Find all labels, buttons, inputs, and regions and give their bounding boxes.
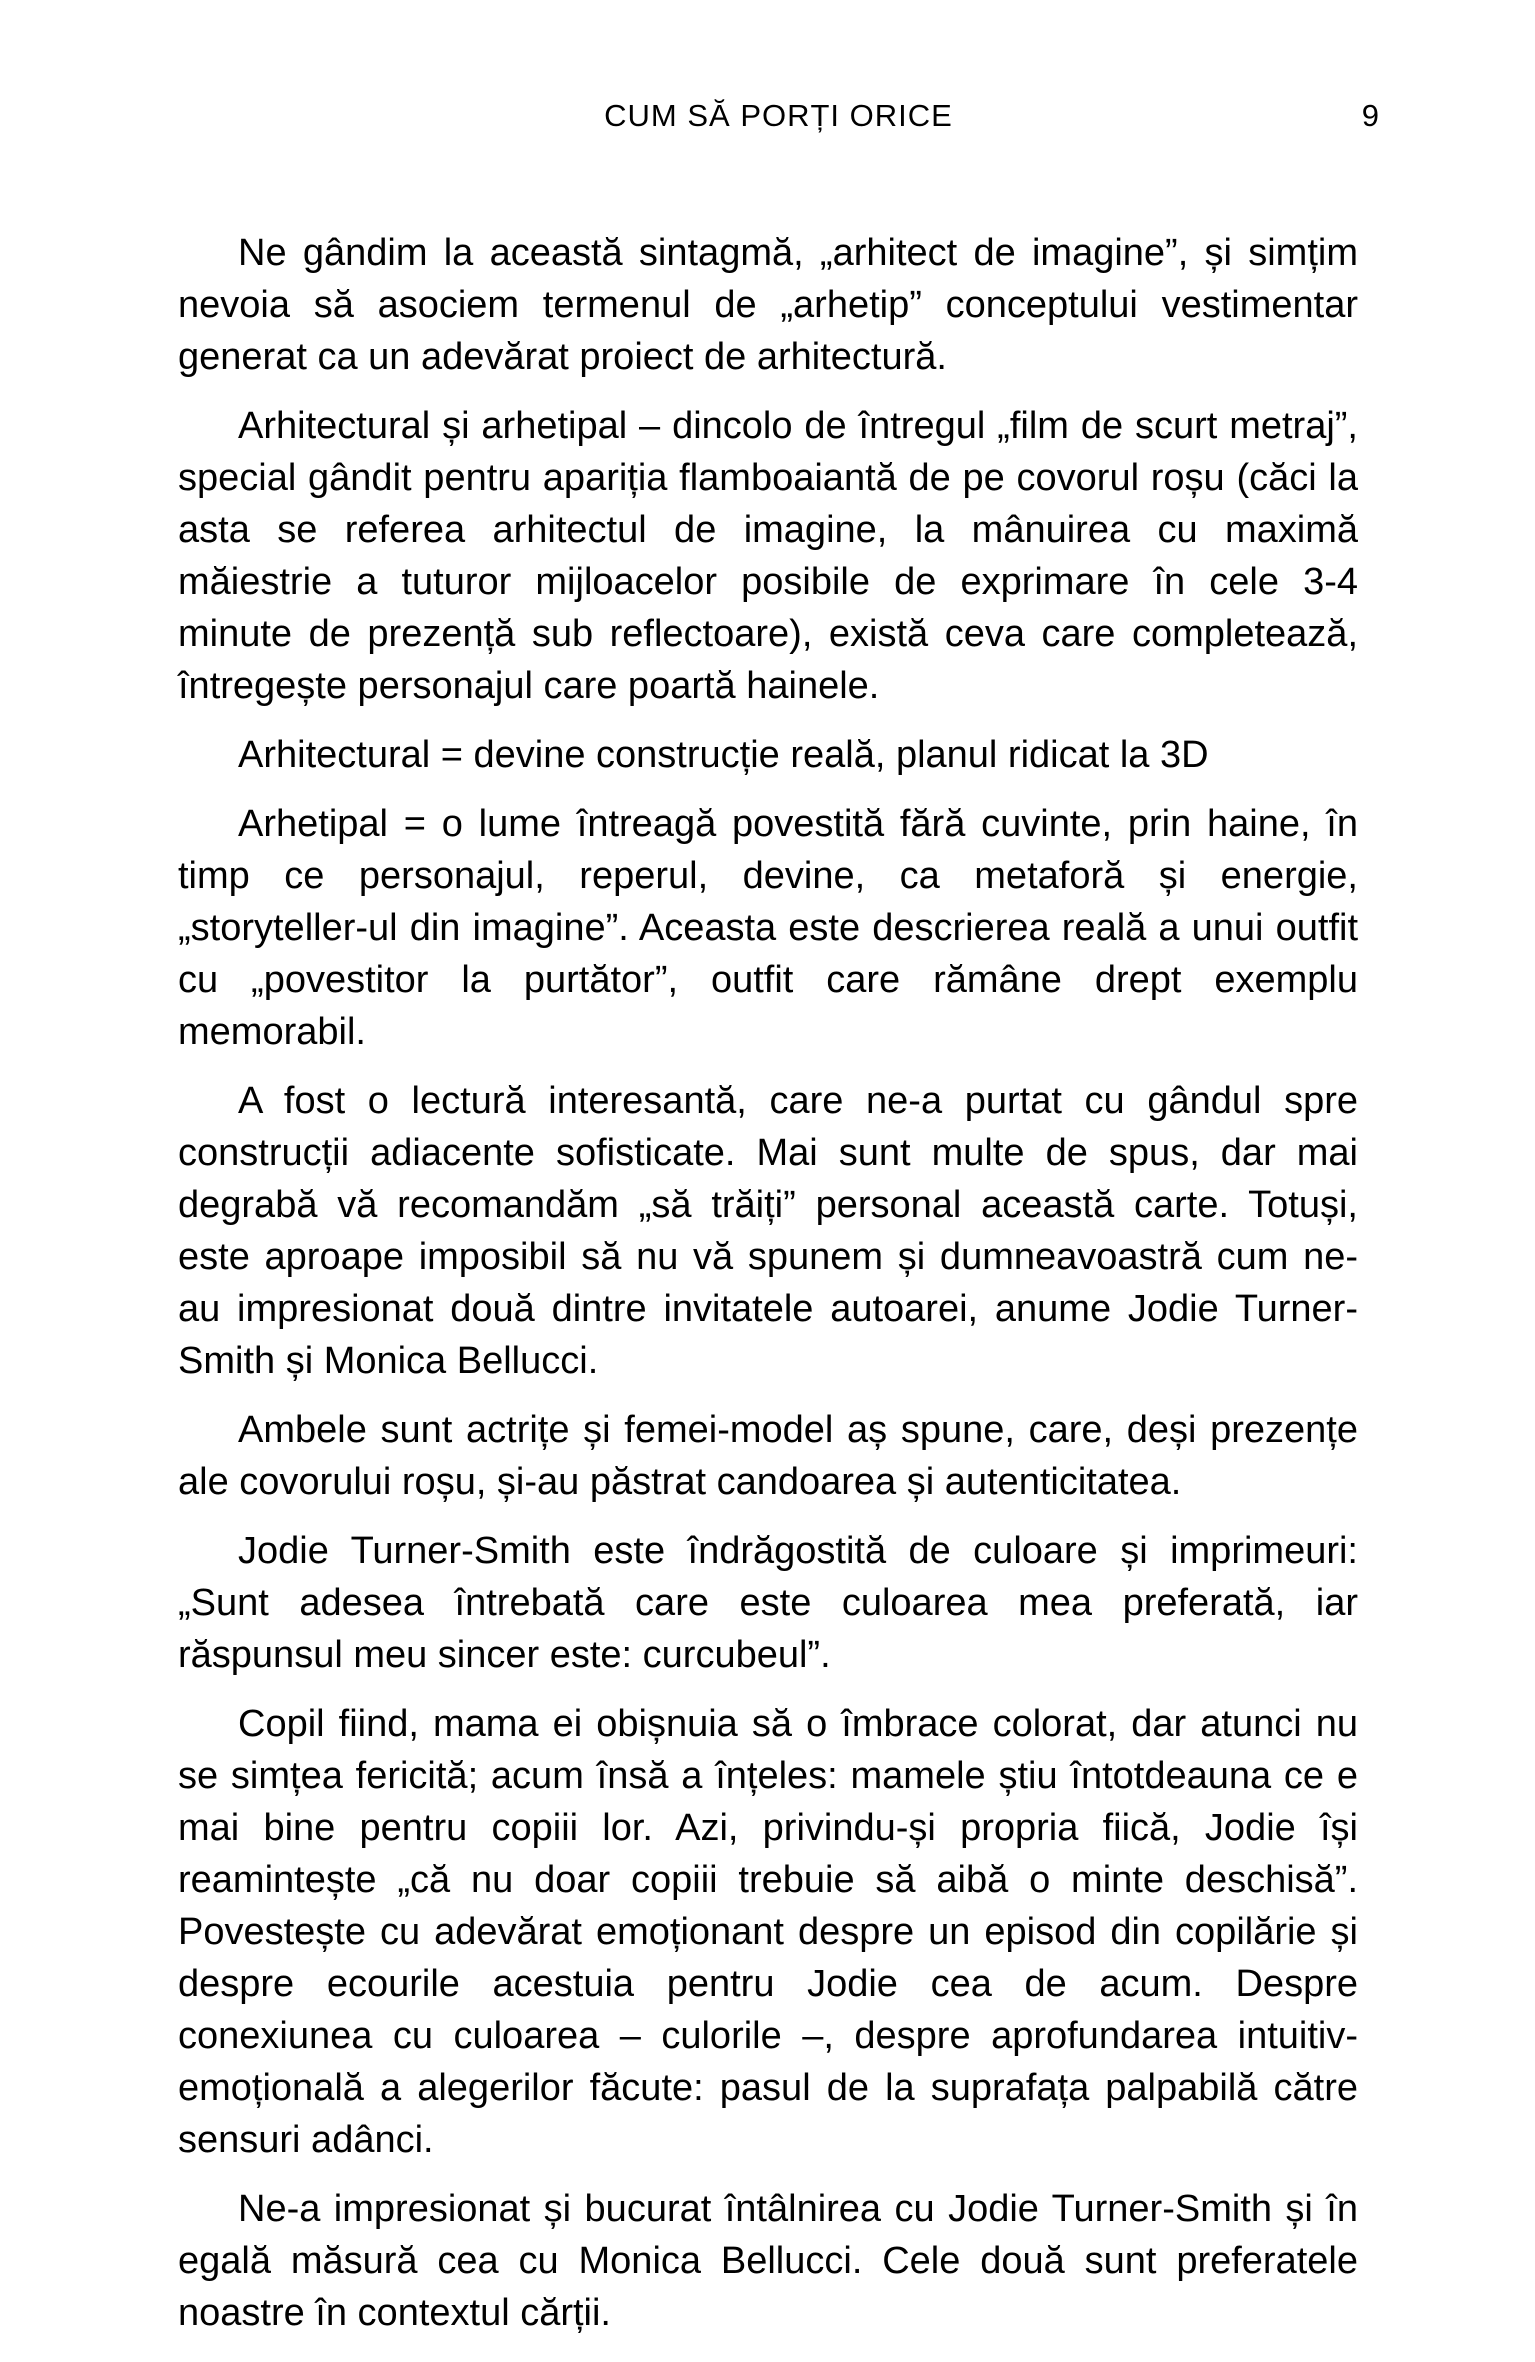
paragraph: Ne-a impresionat și bucurat întâlnirea cu Jodie Turner-Smith și în egală măsură cea cu Monica Bellucci. Cele două sunt preferatele noastre în contextul cărții.: [178, 2188, 1358, 2334]
page-number: 9: [1361, 98, 1379, 133]
paragraph: Ambele sunt actrițe și femei-model aș spune, care, deși prezențe ale covorului roșu, și-au păstrat candoarea și autenticitatea.: [178, 1409, 1358, 1503]
paragraph: Arhetipal = o lume întreagă povestită fără cuvinte, prin haine, în timp ce personajul, reperul, devine, ca metaforă și energie, „storyteller-ul din imagine”. Aceasta este descrierea reală a unui outfit cu „povestitor la purtător”, outfit care rămâne drept exemplu memorabil.: [178, 803, 1358, 1053]
running-header: [178, 100, 1379, 131]
paragraph: Arhitectural = devine construcție reală, planul ridicat la 3D: [238, 734, 1209, 776]
paragraph: A fost o lectură interesantă, care ne-a purtat cu gândul spre construcții adiacente sofisticate. Mai sunt multe de spus, dar mai degrabă vă recomandăm „să trăiți” personal această carte. Totuși, este aproape imposibil să nu vă spunem și dumneavoastră cum ne-au impresionat două dintre invitatele autoarei, anume Jodie Turner-Smith și Monica Bellucci.: [178, 1080, 1358, 1382]
paragraph: Ne gândim la această sintagmă, „arhitect de imagine”, și simțim nevoia să asociem termenul de „arhetip” conceptului vestimentar generat ca un adevărat proiect de arhitectură.: [178, 232, 1358, 378]
running-head-title: CUM SĂ PORȚI ORICE: [604, 98, 953, 133]
paragraph: Arhitectural și arhetipal – dincolo de întregul „film de scurt metraj”, special gândit pentru apariția flamboaiantă de pe covorul roșu (căci la asta se referea arhitectul de imagine, la mânuirea cu maximă măiestrie a tuturor mijloacelor posibile de exprimare în cele 3-4 minute de prezență sub reflectoare), există ceva care completează, întregește personajul care poartă hainele.: [178, 405, 1358, 707]
paragraph: Copil fiind, mama ei obișnuia să o îmbrace colorat, dar atunci nu se simțea fericită; acum însă a înțeles: mamele știu întotdeauna ce e mai bine pentru copiii lor. Azi, privindu-și propria fiică, Jodie își reamintește „că nu doar copiii trebuie să aibă o minte deschisă”. Povestește cu adevărat emoționant despre un episod din copilărie și despre ecourile acestuia pentru Jodie cea de acum. Despre conexiunea cu culoarea – culorile –, despre aprofundarea intuitiv-emoțională a alegerilor făcute: pasul de la suprafața palpabilă către sensuri adânci.: [178, 1703, 1358, 2161]
paragraph: Jodie Turner-Smith este îndrăgostită de culoare și imprimeuri: „Sunt adesea întrebată care este culoarea mea preferată, iar răspunsul meu sincer este: curcubeul”.: [178, 1530, 1358, 1676]
body-text: [178, 227, 1358, 2356]
